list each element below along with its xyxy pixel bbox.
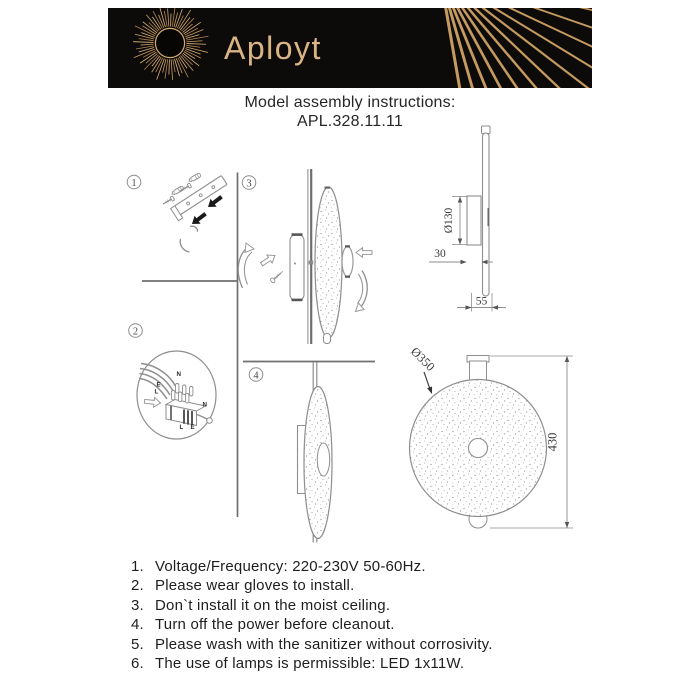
instruction-item (131, 654, 493, 673)
instruction-number: 6. (131, 655, 144, 673)
wire-label-e: E (156, 381, 161, 389)
terminal-label-l: L (179, 424, 184, 431)
insert-arrow-icon (189, 210, 209, 228)
disc-center-hole (469, 439, 488, 458)
rotate-arrow-icon (356, 271, 368, 312)
instruction-text: Please wear gloves to install. (155, 577, 355, 595)
step-3-panel (238, 169, 372, 344)
terminal-label-n: N (202, 401, 207, 409)
disc-center-hub (317, 443, 329, 476)
dim-total-height: 430 (545, 432, 560, 452)
instruction-text: The use of lamps is permissible: LED 1x11W. (155, 655, 465, 673)
attach-arrow-icon (259, 251, 278, 268)
instruction-number: 3. (131, 596, 144, 614)
step-4-number: 4 (253, 370, 259, 382)
clip-part (180, 239, 189, 252)
step-2-number: 2 (132, 326, 139, 338)
dim-bracket-depth: 30 (434, 248, 446, 260)
brand-name: Aployt (224, 29, 322, 66)
step-4-panel (249, 363, 332, 543)
screw-icon (270, 269, 285, 283)
driver-housing (290, 233, 304, 301)
model-number: APL.328.11.11 (296, 113, 404, 130)
wire-label-l: L (154, 388, 159, 396)
wall-anchor-icon (188, 173, 201, 183)
instruction-text: Please wash with the sanitizer without corrosivity. (155, 635, 493, 653)
terminal-label-e: E (190, 424, 195, 431)
instruction-text: Turn off the power before cleanout. (155, 616, 395, 634)
instruction-item (131, 596, 493, 615)
instruction-item (131, 557, 493, 576)
step-2-panel (129, 324, 216, 439)
instruction-number: 5. (131, 635, 144, 653)
dim-bracket-diameter: Ø130 (443, 207, 455, 234)
instruction-text: Voltage/Frequency: 220-230V 50-60Hz. (155, 558, 426, 575)
bottom-knob (324, 334, 331, 344)
wall-anchor-icon (171, 186, 184, 196)
screw-icon (162, 196, 175, 206)
wall-plate-profile (467, 196, 481, 245)
side-view-dimensions (429, 126, 506, 312)
step-3-number: 3 (246, 178, 252, 190)
dim-total-depth: 55 (475, 295, 488, 308)
instruction-list (131, 557, 493, 673)
instruction-text: Don`t install it on the moist ceiling. (155, 596, 391, 614)
instruction-number: 1. (131, 558, 144, 575)
instruction-item (131, 576, 493, 595)
step-1-number: 1 (131, 177, 137, 189)
attach-arrow-icon (356, 248, 372, 258)
push-arrow-icon (144, 397, 161, 408)
rod-cap (482, 126, 491, 134)
dim-disc-diameter: Ø350 (408, 344, 438, 374)
page-title: Model assembly instructions: (244, 94, 456, 111)
rotate-arrow-icon (238, 243, 254, 288)
front-view-dimensions (408, 344, 573, 528)
instruction-number: 2. (131, 577, 144, 595)
retaining-ring (342, 245, 353, 278)
lamp-disc-side (315, 187, 342, 344)
wire-label-n: N (176, 371, 181, 378)
instruction-number: 4. (131, 616, 144, 634)
leader-line (424, 372, 430, 389)
leader-arrow (427, 387, 434, 395)
step-1-panel (127, 173, 229, 252)
instruction-item (131, 635, 493, 654)
clip-part (190, 226, 198, 232)
wall-fixing-nub (309, 261, 314, 265)
top-mount-tab (470, 361, 487, 380)
instruction-item (131, 615, 493, 634)
